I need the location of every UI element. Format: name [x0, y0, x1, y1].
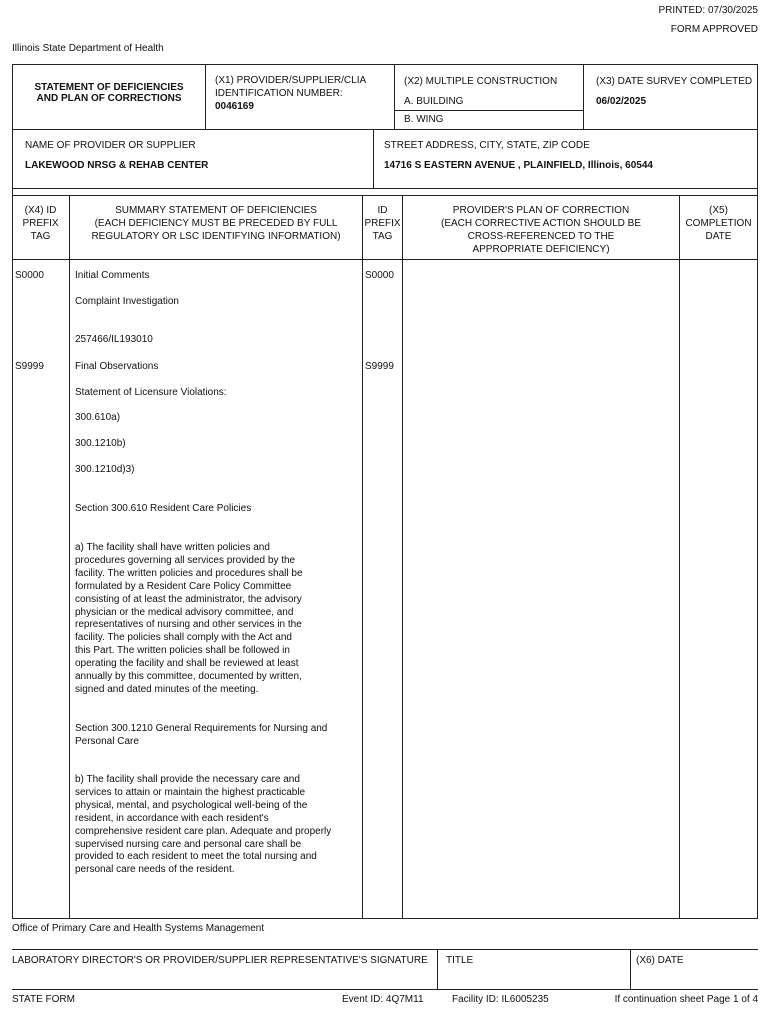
- id-prefix-header: ID PREFIX TAG: [364, 205, 401, 242]
- regulation-ref: 300.1210d)3): [75, 464, 135, 475]
- state-form-label: STATE FORM: [12, 994, 75, 1005]
- x4-header: (X4) ID PREFIX TAG: [22, 205, 59, 242]
- id-tag-s9999: S9999: [365, 361, 394, 372]
- x2-label: (X2) MULTIPLE CONSTRUCTION: [404, 76, 558, 87]
- survey-completed-date: 06/02/2025: [596, 96, 647, 107]
- agency-name: Illinois State Department of Health: [12, 43, 164, 54]
- provider-name-label: NAME OF PROVIDER OR SUPPLIER: [25, 140, 196, 151]
- id-tag-s0000: S0000: [365, 270, 394, 281]
- x1-label: (X1) PROVIDER/SUPPLIER/CLIA IDENTIFICATION NUMBER:: [215, 75, 367, 99]
- statement-title: STATEMENT OF DEFICIENCIES AND PLAN OF CORRECTIONS: [34, 82, 184, 104]
- provider-id-number: 0046169: [215, 101, 254, 112]
- date-field-label: (X6) DATE: [636, 955, 684, 966]
- completion-date-header: (X5) COMPLETION DATE: [685, 205, 752, 242]
- provider-name: LAKEWOOD NRSG & REHAB CENTER: [25, 160, 209, 171]
- complaint-investigation: Complaint Investigation: [75, 296, 179, 307]
- initial-comments: Initial Comments: [75, 270, 150, 281]
- section-heading: Section 300.1210 General Requirements for Nursing and Personal Care: [75, 723, 328, 747]
- prefix-tag-s9999: S9999: [15, 361, 44, 372]
- paragraph-a: a) The facility shall have written policies and procedures governing all services provided by the facility. The written policies and procedures shall be formulated by a Resident Care Policy Committee consisting of at least the administrator, the advisory physician or the medical advisory committee, and representatives of nursing and other services in the facility. The policies shall comply with the Act and this Part. The written policies shall be followed in operating the facility and shall be reviewed at least annually by this committee, documented by written, signed and dated minutes of the meeting.: [75, 542, 303, 695]
- printed-date: PRINTED: 07/30/2025: [658, 5, 758, 16]
- title-field-label: TITLE: [446, 955, 474, 966]
- regulation-ref: 300.610a): [75, 412, 121, 423]
- prefix-tag-s0000: S0000: [15, 270, 44, 281]
- address-label: STREET ADDRESS, CITY, STATE, ZIP CODE: [384, 140, 590, 151]
- summary-header: SUMMARY STATEMENT OF DEFICIENCIES (EACH DEFICIENCY MUST BE PRECEDED BY FULL REGULATORY OR LSC IDENTIFYING INFORMATION): [91, 205, 341, 242]
- office-name: Office of Primary Care and Health Systems Management: [12, 923, 265, 934]
- x2-building: A. BUILDING: [404, 96, 464, 107]
- regulation-ref: 300.1210b): [75, 438, 126, 449]
- provider-address: 14716 S EASTERN AVENUE , PLAINFIELD, Illinois, 60544: [384, 160, 653, 171]
- statement-of-violations: Statement of Licensure Violations:: [75, 387, 227, 398]
- plan-of-correction-header: PROVIDER'S PLAN OF CORRECTION (EACH CORRECTIVE ACTION SHOULD BE CROSS-REFERENCED TO THE APPROPRIATE DEFICIENCY): [440, 205, 642, 255]
- paragraph-b: b) The facility shall provide the necessary care and services to attain or maintain the highest practicable physical, mental, and psychological well-being of the resident, in accordance with each resident's comprehensive resident care plan. Adequate and properly supervised nursing care and personal care shall be provided to each resident to meet the total nursing and personal care needs of the resident.: [75, 774, 332, 876]
- signature-field-label: LABORATORY DIRECTOR'S OR PROVIDER/SUPPLIER REPRESENTATIVE'S SIGNATURE: [12, 955, 428, 966]
- facility-id: Facility ID: IL6005235: [452, 994, 549, 1005]
- section-heading: Section 300.610 Resident Care Policies: [75, 503, 252, 514]
- x2-wing: B. WING: [404, 114, 444, 125]
- x3-label: (X3) DATE SURVEY COMPLETED: [596, 76, 753, 87]
- final-observations: Final Observations: [75, 361, 159, 372]
- page-continuation: If continuation sheet Page 1 of 4: [614, 994, 758, 1005]
- event-id: Event ID: 4Q7M11: [342, 994, 424, 1005]
- complaint-number: 257466/IL193010: [75, 334, 153, 345]
- form-status: FORM APPROVED: [670, 24, 758, 35]
